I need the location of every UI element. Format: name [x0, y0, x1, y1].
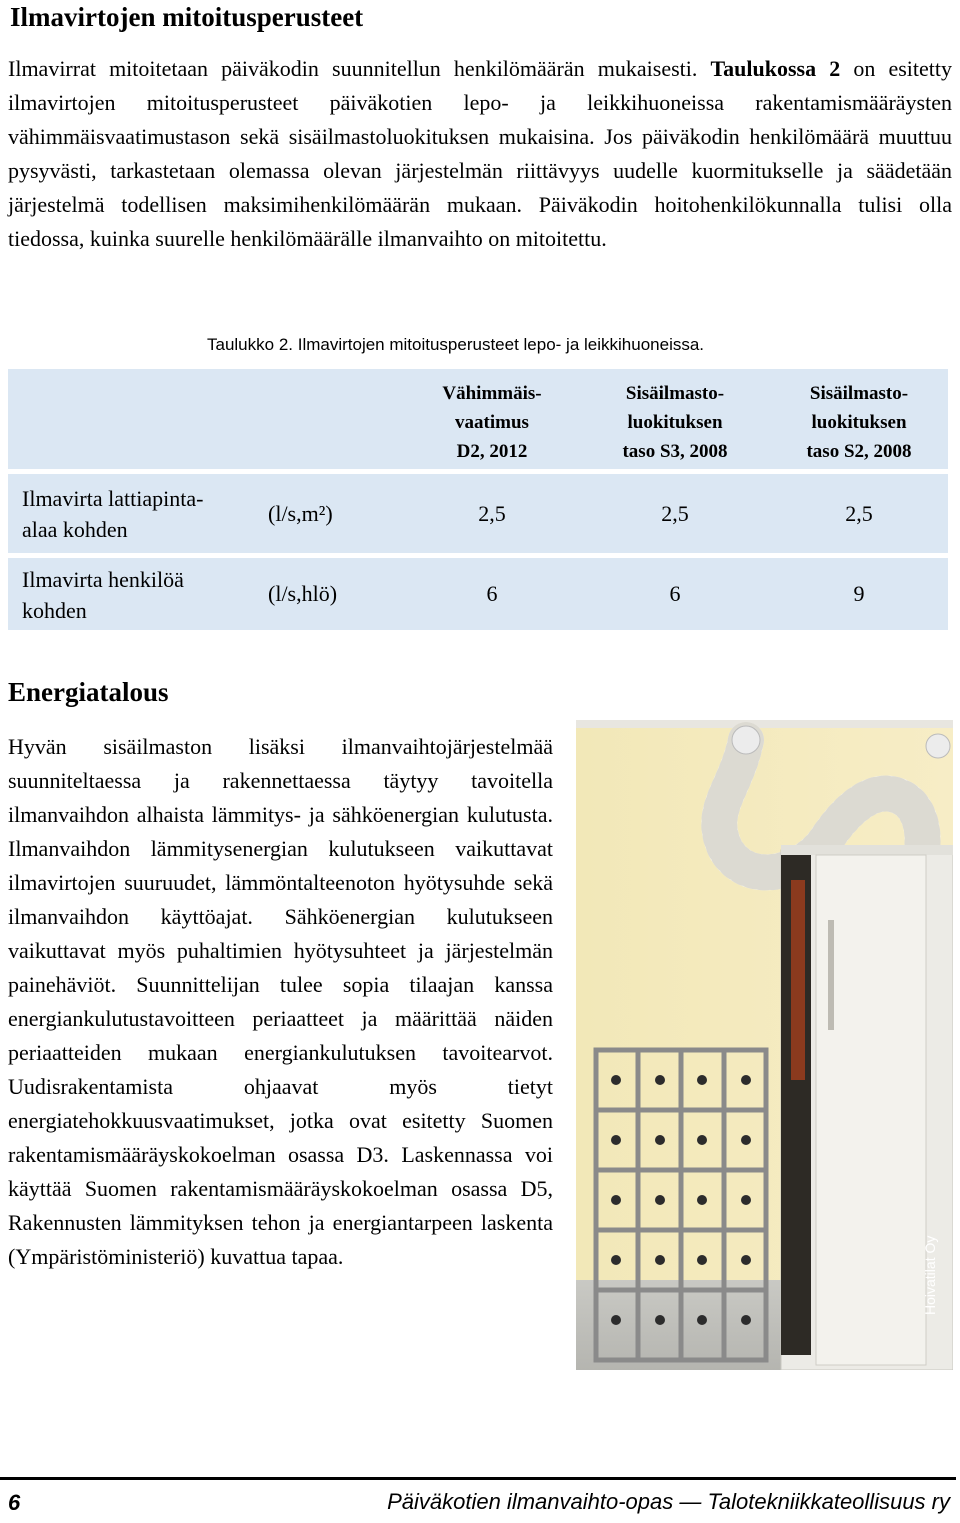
cell-value: 9 [853, 581, 865, 606]
row-label [22, 483, 203, 545]
page-number: 6 [8, 1490, 21, 1515]
footer-rule [0, 1477, 956, 1480]
row-label [22, 564, 184, 626]
cell-value: 2,5 [845, 501, 873, 526]
column-header-line: luokituksen [811, 412, 907, 433]
column-header-d2 [412, 379, 572, 466]
column-header-line: Vähimmäis- [442, 383, 542, 404]
photo-credit: Hoivatilat Oy [922, 1235, 938, 1315]
photo-ventilation-cabinet [576, 720, 953, 1370]
row-unit: (l/s,m²) [268, 501, 333, 526]
table-row-per-person [8, 558, 948, 630]
table-header [8, 369, 948, 469]
row-label-line: Ilmavirta henkilöä [22, 567, 184, 592]
column-header-line: Sisäilmasto- [625, 383, 725, 404]
column-header-s2 [779, 379, 939, 466]
column-header-line: luokituksen [627, 412, 723, 433]
intro-text-1: Ilmavirrat mitoitetaan päiväkodin suunnitellun henkilömäärän mukaisesti. [8, 56, 711, 81]
row-label-line: alaa kohden [22, 517, 128, 542]
row-unit: (l/s,hlö) [268, 581, 338, 606]
row-label-line: Ilmavirta lattiapinta- [22, 486, 204, 511]
cell-value: 6 [486, 581, 498, 606]
column-header-line: taso S3, 2008 [622, 441, 728, 462]
page-heading: Ilmavirtojen mitoitusperusteet [10, 2, 364, 32]
column-header-s3 [595, 379, 755, 466]
intro-text-2: on esitetty ilmavirtojen mitoitusperusteet päiväkotien lepo- ja leikkihuoneissa rakentamismääräysten vähimmäisvaatimustason sekä sisäilmastoluokituksen mukaisina. Jos päiväkodin henkilömäärä muuttuu pysyvästi, tarkastetaan olemassa olevan järjestelmän riittävyys uudelle kuormitukselle ja säädetään järjestelmä todellisen maksimihenkilömäärän mukaan. Päiväkodin hoitohenkilökunnalla tulisi olla tiedossa, kuinka suurelle henkilömäärälle ilmanvaihto on mitoitettu. [8, 56, 952, 251]
cell-value: 2,5 [661, 501, 689, 526]
cell-value: 6 [669, 581, 681, 606]
section-body: Hyvän sisäilmaston lisäksi ilmanvaihtojärjestelmää suunniteltaessa ja rakennettaessa täytyy tavoitella ilmanvaihdon alhaista lämmitys- ja sähköenergian kulutusta. Ilmanvaihdon lämmitysenergian kulutukseen vaikuttavat ilmavirtojen suuruudet, lämmöntalteenoton hyötysuhde sekä ilmanvaihdon käyttöajat. Sähköenergian kulutukseen vaikuttavat myös puhaltimien hyötysuhteet ja järjestelmän painehäviöt. Suunnittelijan tulee sopia tilaajan kanssa energiankulutustavoitteen periaatteet ja määrittää näiden periaatteiden mukaan energiankulutuksen tavoitearvot. Uudisrakentamista ohjaavat myös tietyt energiatehokkuusvaatimukset, jotka ovat esitetty Suomen rakentamismääräyskokoelman osassa D3. Laskennassa voi käyttää Suomen rakentamismääräyskokoelman osassa D5, Rakennusten lämmityksen tehon ja energiantarpeen laskenta (Ympäristöministeriö) kuvattua tapaa. [8, 734, 553, 1269]
column-header-line: vaatimus [455, 412, 529, 433]
column-header-line: Sisäilmasto- [809, 383, 909, 404]
row-label-line: kohden [22, 598, 87, 623]
cell-value: 2,5 [478, 501, 506, 526]
footer-title: Päiväkotien ilmanvaihto-opas — Talotekniikkateollisuus ry [387, 1489, 950, 1514]
intro-paragraph [8, 52, 952, 256]
photo-illustration [576, 720, 953, 1370]
column-header-line: D2, 2012 [456, 441, 528, 462]
column-header-line: taso S2, 2008 [806, 441, 912, 462]
table-caption: Taulukko 2. Ilmavirtojen mitoitusperusteet lepo- ja leikkihuoneissa. [207, 335, 705, 354]
section-heading: Energiatalous [8, 677, 169, 707]
table-row-floor-area [8, 474, 948, 553]
table-reference: Taulukossa 2 [710, 56, 841, 81]
